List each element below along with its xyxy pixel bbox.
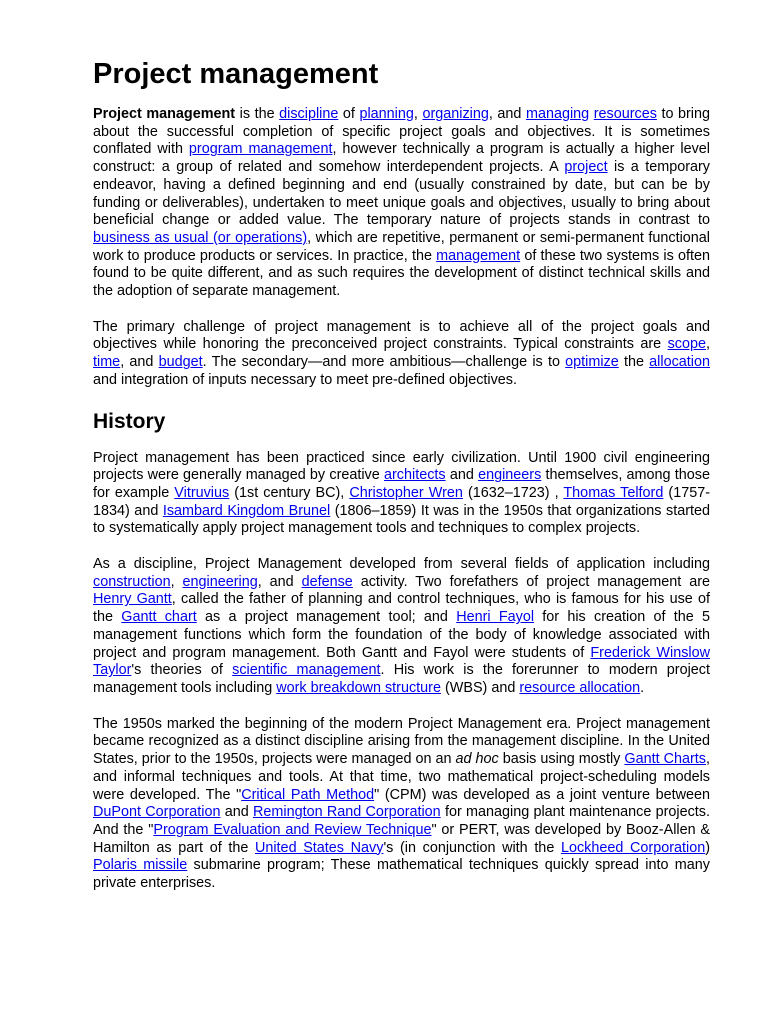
- link-remington-rand-corporation[interactable]: Remington Rand Corporation: [252, 804, 441, 821]
- link-christopher-wren[interactable]: Christopher Wren: [349, 484, 463, 501]
- text: and integration of inputs necessary to meet pre-defined objectives.: [93, 371, 517, 388]
- text: . His work is the forerunner to modern project management tools including: [93, 662, 710, 696]
- intro-paragraph-2: [93, 319, 710, 390]
- text: (1806–1859) It was in the 1950s that organizations started to systematically apply project management tools and techniques to complex projects.: [93, 502, 710, 537]
- text: ,: [706, 336, 710, 353]
- text: activity. Two forefathers of project management are: [352, 573, 711, 590]
- italic-term: ad hoc: [455, 751, 499, 768]
- text: ,: [170, 573, 183, 590]
- link-architects[interactable]: architects: [384, 467, 446, 484]
- link-scientific-management[interactable]: scientific management: [232, 662, 381, 679]
- text: ,: [413, 106, 423, 122]
- text: (1632–1723) ,: [462, 484, 564, 501]
- text: for his creation of the 5 management functions which form the foundation of the body of knowledge associated with project and program management. Both Gantt and Fayol were students of: [93, 609, 711, 661]
- text: (WBS) and: [440, 679, 520, 696]
- link-henry-gantt[interactable]: Henry Gantt: [93, 591, 172, 608]
- text: is a temporary endeavor, having a defined beginning and end (usually constrained by date, but can be by funding or deliverables), undertaken to meet unique goals and objectives, usually to bring about beneficial change or added value. The temporary nature of projects stands in contrast to: [93, 159, 710, 229]
- text: " (CPM) was developed as a joint venture between: [374, 786, 711, 803]
- text: submarine program; These mathematical techniques quickly spread into many private enterprises.: [93, 857, 710, 892]
- link-polaris-missile[interactable]: Polaris missile: [93, 857, 188, 874]
- link-program-management[interactable]: program management: [188, 141, 333, 158]
- link-engineering[interactable]: engineering: [182, 573, 258, 590]
- text: (1757-1834) and: [93, 484, 710, 519]
- link-work-breakdown-structure[interactable]: work breakdown structure: [276, 679, 441, 696]
- link-frederick-winslow-taylor[interactable]: Frederick Winslow Taylor: [93, 644, 711, 679]
- link-isambard-kingdom-brunel[interactable]: Isambard Kingdom Brunel: [162, 502, 331, 519]
- text: of these two systems is often found to be quite different, and as such requires the development of distinct technical skills and the adoption of separate management.: [93, 247, 710, 300]
- link-united-states-navy[interactable]: United States Navy: [254, 839, 384, 856]
- text: 's theories of: [131, 662, 233, 679]
- link-allocation[interactable]: allocation: [649, 354, 710, 371]
- text: , and informal techniques and tools. At that time, two mathematical project-scheduling models were developed. The ": [93, 751, 710, 803]
- link-optimize[interactable]: optimize: [565, 354, 619, 371]
- history-paragraph-3: [93, 716, 710, 893]
- text: . The secondary—and more ambitious—challenge is to: [202, 354, 566, 371]
- text: and: [220, 804, 253, 821]
- term-bold: Project management: [93, 106, 236, 122]
- link-business-as-usual[interactable]: business as usual (or operations): [93, 229, 308, 246]
- link-dupont-corporation[interactable]: DuPont Corporation: [93, 804, 221, 821]
- link-vitruvius[interactable]: Vitruvius: [174, 484, 230, 501]
- text: themselves, among those for example: [93, 467, 710, 501]
- text: , and: [120, 354, 159, 371]
- link-defense[interactable]: defense: [301, 573, 353, 590]
- link-engineers[interactable]: engineers: [478, 467, 542, 484]
- link-gantt-charts[interactable]: Gantt Charts: [624, 751, 706, 768]
- link-pert[interactable]: Program Evaluation and Review Technique: [153, 821, 432, 838]
- link-resource-allocation[interactable]: resource allocation: [519, 679, 641, 696]
- text: .: [640, 679, 645, 696]
- link-scope[interactable]: scope: [667, 336, 706, 353]
- text: the: [618, 354, 650, 371]
- link-planning[interactable]: planning: [359, 106, 414, 122]
- text: As a discipline, Project Management developed from several fields of application including: [93, 556, 710, 573]
- text: basis using mostly: [498, 751, 625, 768]
- link-resources[interactable]: resources: [593, 106, 657, 122]
- link-organizing[interactable]: organizing: [422, 106, 489, 122]
- text: " or PERT, was developed by Booz-Allen & Hamilton as part of the: [93, 821, 711, 856]
- text: is the: [235, 106, 280, 122]
- text: to bring about the successful completion of specific project goals and objectives. It is sometimes conflated with: [93, 106, 711, 158]
- text: The 1950s marked the beginning of the modern Project Management era. Project management became recognized as a distinct discipline arising from the management discipline. In the United States, prior to the 1950s, projects were managed on an: [93, 715, 710, 768]
- history-paragraph-2: [93, 556, 710, 698]
- link-management[interactable]: management: [436, 247, 521, 264]
- link-construction[interactable]: construction: [93, 573, 171, 590]
- article-body: [93, 54, 710, 911]
- link-managing[interactable]: managing: [525, 106, 590, 122]
- section-heading-history: History: [93, 409, 166, 433]
- text: of: [338, 106, 360, 122]
- text: as a project management tool; and: [196, 609, 457, 626]
- link-budget[interactable]: budget: [158, 354, 203, 371]
- link-time[interactable]: time: [93, 354, 121, 371]
- text: , called the father of planning and control techniques, who is famous for his use of the: [93, 591, 710, 626]
- text: (1st century BC),: [229, 484, 350, 501]
- text: and: [445, 467, 479, 484]
- intro-paragraph-1: [93, 106, 710, 301]
- text: for managing plant maintenance projects. And the ": [93, 804, 710, 838]
- text: , which are repetitive, permanent or semi-permanent functional work to produce products or services. In practice, the: [93, 229, 711, 264]
- text: , however technically a program is actually a higher level construct: a group of related and somehow interdependent projects. A: [93, 141, 710, 176]
- link-gantt-chart[interactable]: Gantt chart: [121, 609, 197, 626]
- text: , and: [488, 106, 526, 122]
- text: The primary challenge of project management is to achieve all of the project goals and objectives while honoring the preconceived project constraints. Typical constraints are: [93, 318, 710, 353]
- link-project[interactable]: project: [564, 159, 608, 176]
- text: 's (in conjunction with the: [383, 839, 561, 856]
- history-paragraph-1: [93, 450, 710, 539]
- link-thomas-telford[interactable]: Thomas Telford: [563, 484, 664, 501]
- link-critical-path-method[interactable]: Critical Path Method: [241, 786, 375, 803]
- text: , and: [257, 573, 302, 590]
- link-henri-fayol[interactable]: Henri Fayol: [456, 609, 535, 626]
- page-title: Project management: [93, 58, 379, 90]
- link-lockheed-corporation[interactable]: Lockheed Corporation: [560, 839, 706, 856]
- text: ): [705, 839, 711, 856]
- link-discipline[interactable]: discipline: [279, 106, 339, 122]
- text: Project management has been practiced since early civilization. Until 1900 civil engineering projects were generally managed by creative: [93, 449, 710, 484]
